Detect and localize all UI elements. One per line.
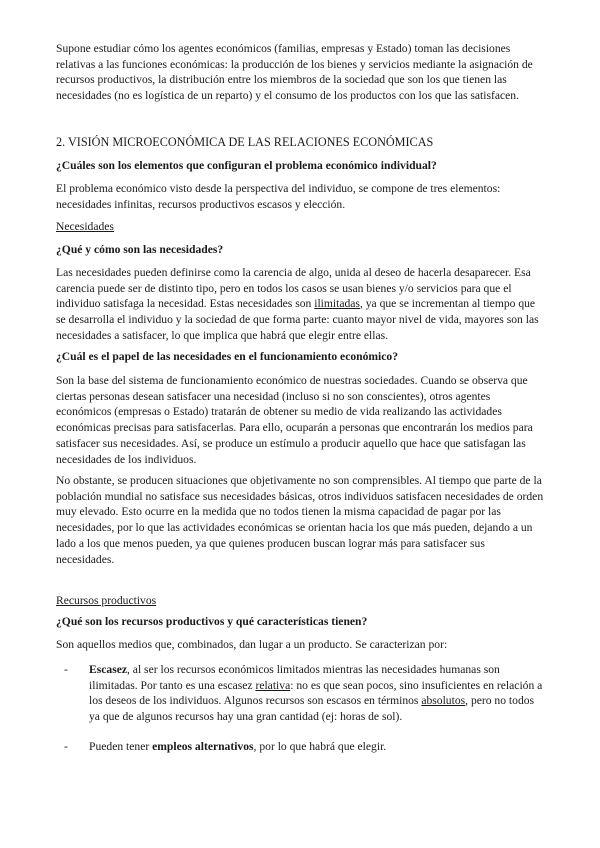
text-run: , al ser los recursos económicos limitados mientras las necesidades humanas son ilimitadas. Por tanto es una escasez bbox=[89, 663, 500, 692]
underlined-term: ilimitadas bbox=[314, 297, 360, 311]
list-item bbox=[56, 662, 546, 725]
bullet-marker: - bbox=[64, 663, 68, 676]
bold-term: Escasez bbox=[89, 663, 127, 676]
subheading-necesidades: Necesidades bbox=[56, 220, 114, 233]
question-heading: ¿Cuáles son los elementos que configuran el problema económico individual? bbox=[56, 159, 437, 172]
paragraph: Son la base del sistema de funcionamiento económico de nuestras sociedades. Cuando se observa que ciertas personas desean satisfacer una necesidad (incluso si no son conscientes), otros agentes económicos (empresas o Estado) tratarán de obtener su medio de vida realizando las actividades económicas precisas para satisfacerlas. Para ello, ocuparán a personas que encontrarán los medios para satisfacer sus necesidades. Así, se produce un estímulo a producir aquello que hace que satisfagan las necesidades de los individuos. bbox=[56, 374, 533, 466]
text-run: Las necesidades pueden definirse como la carencia de algo, unida al deseo de hacerla desaparecer. Esa carencia puede ser de distinto tipo, pero en todos los casos se usan bienes y/o servicios para que el individuo satisfaga la necesidad. Estas necesidades son bbox=[56, 266, 531, 311]
paragraph: Son aquellos medios que, combinados, dan lugar a un producto. Se caracterizan por: bbox=[56, 638, 448, 651]
bold-term: empleos alternativos bbox=[152, 739, 254, 753]
subheading-recursos: Recursos productivos bbox=[56, 594, 157, 607]
text-run: , pero no todos ya que de algunos recursos hay una gran cantidad (ej: horas de sol). bbox=[89, 694, 535, 724]
text-run: : no es que sean pocos, sino insuficientes en relación a los deseos de los individuos. Algunos recursos son escasos en términos bbox=[89, 678, 543, 708]
underlined-term: absolutos bbox=[421, 694, 466, 708]
text-run: , ya que se incrementan al tiempo que se desarrolla el individuo y la sociedad de que forma parte: cuanto mayor nivel de vida, mayores son las necesidades a satisfacer, lo que implica que habrá que elegir entre ellas. bbox=[56, 297, 539, 342]
question-heading: ¿Cuál es el papel de las necesidades en el funcionamiento económico? bbox=[56, 350, 399, 363]
question-heading: ¿Qué y cómo son las necesidades? bbox=[56, 243, 224, 256]
paragraph bbox=[56, 265, 544, 344]
text-run: , por lo que habrá que elegir. bbox=[253, 739, 387, 753]
paragraph: No obstante, se producen situaciones que objetivamente no son comprensibles. Al tiempo que parte de la población mundial no satisface sus necesidades básicas, otros individuos satisfacen necesidades de orden muy elevado. Esto ocurre en la medida que no todos tienen la misma capacidad de pagar por las necesidades, por lo que las actividades económicas se orientan hacia los que más pueden, dejando a un lado a los que menos pueden, ya que quienes producen buscan lograr más para satisfacer sus necesidades. bbox=[56, 474, 544, 566]
characteristics-list bbox=[56, 662, 546, 755]
bullet-marker: - bbox=[64, 739, 68, 753]
list-item bbox=[56, 739, 546, 755]
section-heading: 2. VISIÓN MICROECONÓMICA DE LAS RELACIONES ECONÓMICAS bbox=[56, 135, 434, 149]
underlined-term: relativa bbox=[255, 678, 291, 692]
section-paragraph: El problema económico visto desde la perspectiva del individuo, se compone de tres elementos: necesidades infinitas, recursos productivos escasos y elección. bbox=[56, 182, 501, 211]
question-heading: ¿Qué son los recursos productivos y qué características tienen? bbox=[56, 615, 368, 628]
intro-paragraph: Supone estudiar cómo los agentes económicos (familias, empresas y Estado) toman las decisiones relativas a las funciones económicas: la producción de los bienes y servicios mediante la asignación de recursos productivos, la distribución entre los miembros de la sociedad que son los que tienen las necesidades (no es logística de un reparto) y el consumo de los productos con los que las satisfacen. bbox=[56, 42, 533, 103]
text-run: Pueden tener bbox=[89, 739, 153, 753]
